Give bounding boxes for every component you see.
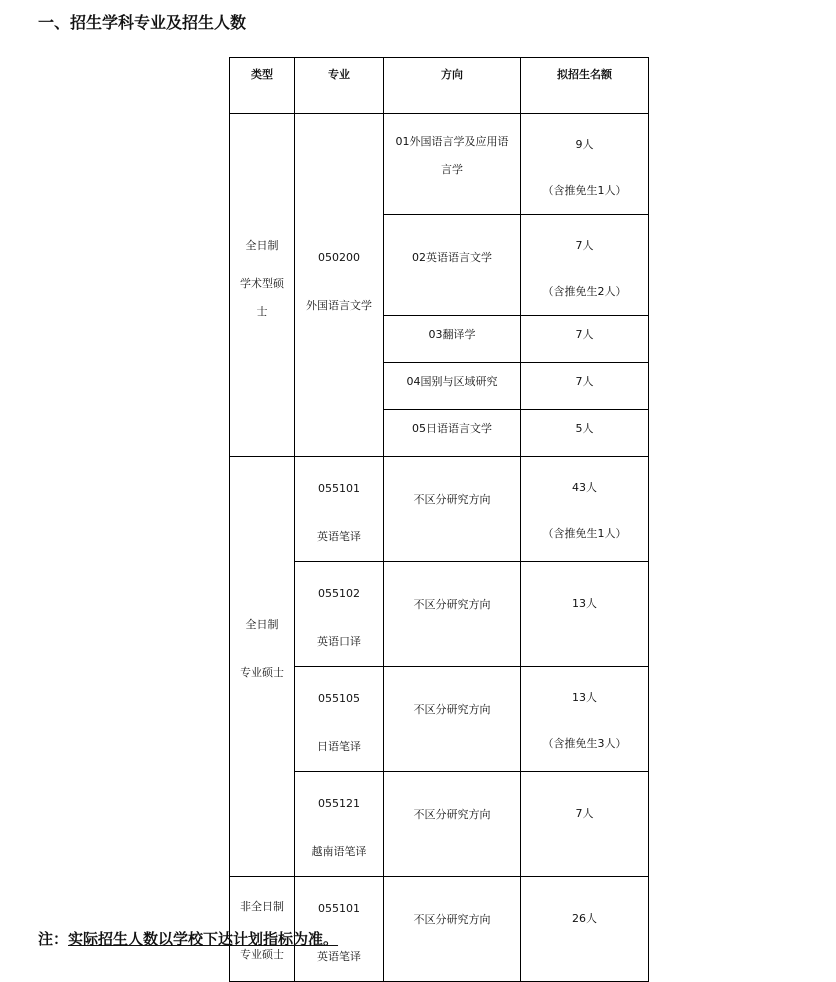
table-row [230,457,649,562]
major-code: 050200 [318,251,360,264]
type-line: 士 [256,305,268,318]
quota-value: 5人 [521,410,649,457]
quota-value: 13人 [572,691,597,704]
quota-value: 43人 [572,481,597,494]
quota-cell [521,772,649,877]
type-line: 全日制 [245,618,279,631]
section-heading: 一、招生学科专业及招生人数 [38,13,247,32]
type-line: 全日制 [245,239,279,252]
direction-cell: 05日语语言文学 [384,410,521,457]
quota-note: （含推免生2人） [542,285,627,298]
direction-cell: 不区分研究方向 [384,877,521,982]
major-name: 外国语言文学 [306,299,372,312]
quota-cell [521,562,649,667]
quota-note: （含推免生3人） [542,737,627,750]
footnote-text: 实际招生人数以学校下达计划指标为准。 [68,930,339,948]
header-quota: 拟招生名额 [521,58,649,114]
quota-cell [521,877,649,982]
quota-value: 7人 [575,807,594,820]
major-cell [295,772,384,877]
direction-cell: 不区分研究方向 [384,667,521,772]
type-cell-academic [230,114,295,457]
quota-value: 7人 [521,316,649,363]
direction-cell: 04国别与区域研究 [384,363,521,410]
quota-value: 7人 [521,363,649,410]
direction-cell: 不区分研究方向 [384,457,521,562]
quota-cell [521,457,649,562]
quota-value: 7人 [575,239,594,252]
table-row [230,114,649,215]
footnote-prefix: 注： [38,930,69,948]
quota-cell [521,215,649,316]
direction-cell: 不区分研究方向 [384,772,521,877]
major-code: 055102 [318,587,360,600]
quota-note: （含推免生1人） [542,184,627,197]
major-code: 055101 [318,902,360,915]
major-name: 英语笔译 [317,530,361,543]
major-cell [295,667,384,772]
quota-value: 26人 [572,912,597,925]
enrollment-table [229,57,649,982]
type-line: 专业硕士 [240,948,284,961]
major-name: 越南语笔译 [311,845,367,858]
major-cell [295,457,384,562]
type-line: 非全日制 [240,900,284,913]
footnote [38,928,338,949]
major-cell [295,562,384,667]
major-name: 日语笔译 [317,740,361,753]
direction-cell: 02英语语言文学 [384,215,521,316]
header-major: 专业 [295,58,384,114]
major-name: 英语口译 [317,635,361,648]
major-name: 英语笔译 [317,950,361,963]
type-line: 学术型硕 [240,277,284,290]
direction-cell: 01外国语言学及应用语言学 [384,114,521,215]
quota-cell [521,667,649,772]
major-code: 055101 [318,482,360,495]
table-header-row [230,58,649,114]
quota-note: （含推免生1人） [542,527,627,540]
major-code: 055105 [318,692,360,705]
header-direction: 方向 [384,58,521,114]
major-cell [295,114,384,457]
major-code: 055121 [318,797,360,810]
quota-value: 9人 [575,138,594,151]
direction-cell: 不区分研究方向 [384,562,521,667]
type-line: 专业硕士 [240,666,284,679]
direction-cell: 03翻译学 [384,316,521,363]
type-cell-professional [230,457,295,877]
header-type: 类型 [230,58,295,114]
quota-cell [521,114,649,215]
quota-value: 13人 [572,597,597,610]
